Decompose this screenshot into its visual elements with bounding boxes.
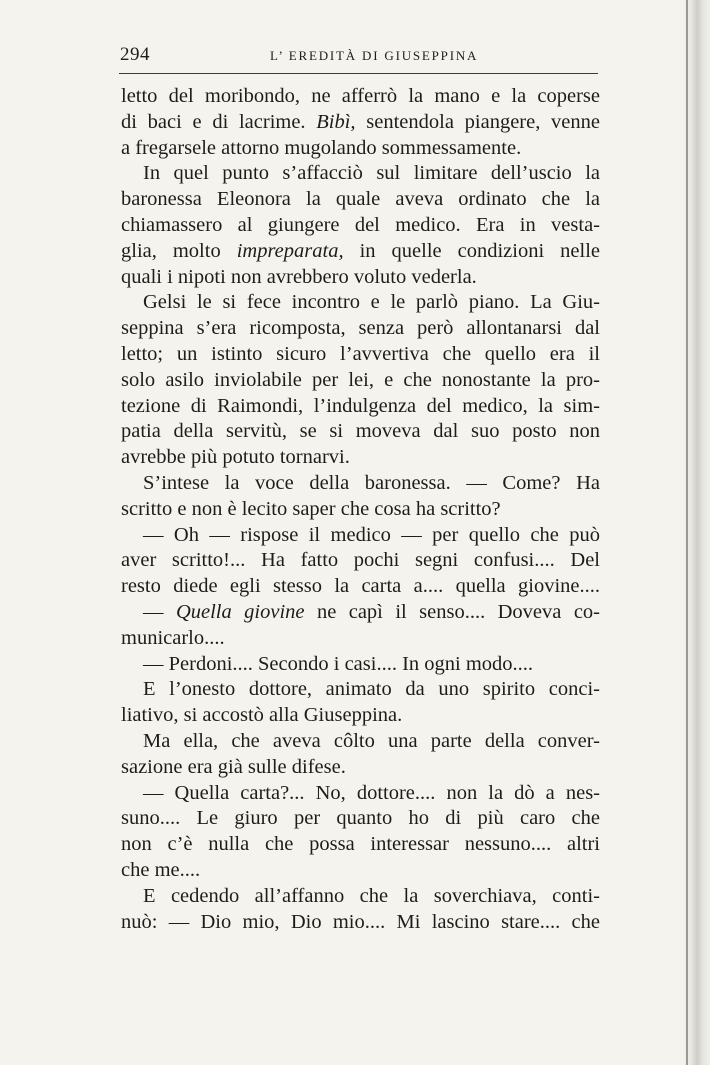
text-line: letto; un istinto sicuro l’avvertiva che quello era il <box>121 342 600 365</box>
text-run: — <box>143 600 176 623</box>
text-run: in quelle condizioni nelle <box>343 239 600 262</box>
text-line: sazione era già sulle difese. <box>121 755 346 778</box>
text-line: Ma ella, che aveva côlto una parte della conver- <box>143 729 600 752</box>
text-line: chiamassero al giungere del medico. Era in vesta- <box>121 213 600 236</box>
header-rule <box>119 73 598 74</box>
text-line: — Oh — rispose il medico — per quello che può <box>143 523 600 546</box>
italic-text: impreparata, <box>236 239 344 262</box>
text-line: baronessa Eleonora la quale aveva ordinato che la <box>121 188 600 211</box>
text-line: — Quella carta?... No, dottore.... non la dò a nes- <box>143 781 600 804</box>
text-line: — Perdoni.... Secondo i casi.... In ogni modo.... <box>143 652 534 675</box>
text-run: ne capì il senso.... Doveva co- <box>304 600 600 623</box>
text-line: resto diede egli stesso la carta a.... quella giovine.... <box>121 575 600 598</box>
text-line: non c’è nulla che possa interessar nessuno.... altri <box>121 833 600 856</box>
text-run: glia, molto <box>121 239 237 262</box>
text-line: solo asilo inviolabile per lei, e che nonostante la pro- <box>121 368 600 391</box>
text-line: liativo, si accostò alla Giuseppina. <box>121 704 403 727</box>
text-run: di baci e di lacrime. <box>121 110 317 133</box>
text-line: quali i nipoti non avrebbero voluto vederla. <box>121 265 477 288</box>
text-run: sentendola piangere, venne <box>355 110 600 133</box>
italic-text: Bibì, <box>316 110 356 133</box>
text-line: avrebbe più potuto tornarvi. <box>121 446 350 469</box>
italic-text: Quella giovine <box>175 600 305 623</box>
text-line: S’intese la voce della baronessa. — Come? Ha <box>143 471 600 494</box>
text-line: a fregarsele attorno mugolando sommessamente. <box>121 136 522 159</box>
running-title: L’ EREDITÀ DI GIUSEPPINA <box>270 48 479 63</box>
text-line: che me.... <box>121 858 201 881</box>
page-edge-line <box>686 0 688 1065</box>
text-line: letto del moribondo, ne afferrò la mano e la coperse <box>121 85 600 107</box>
text-line: municarlo.... <box>121 626 225 649</box>
text-line: nuò: — Dio mio, Dio mio.... Mi lascino stare.... che <box>121 910 600 933</box>
text-line: E cedendo all’affanno che la soverchiava, conti- <box>143 884 600 907</box>
page-header <box>120 44 600 70</box>
text-line <box>121 600 600 626</box>
text-line: patia della servitù, se si moveva dal suo posto non <box>121 420 600 443</box>
text-line: suno.... Le giuro per quanto ho di più caro che <box>121 807 600 830</box>
text-line: Gelsi le si fece incontro e le parlò piano. La Giu- <box>143 291 600 314</box>
text-line <box>121 110 600 136</box>
body-text <box>121 84 600 935</box>
page-number: 294 <box>120 44 150 65</box>
text-line: tezione di Raimondi, l’indulgenza del medico, la sim- <box>121 394 600 417</box>
text-line <box>121 239 600 265</box>
text-line: aver scritto!... Ha fatto pochi segni confusi.... Del <box>121 549 600 572</box>
text-line: In quel punto s’affacciò sul limitare dell’uscio la <box>143 162 600 185</box>
text-line: E l’onesto dottore, animato da uno spirito conci- <box>143 678 600 701</box>
text-line: scritto e non è lecito saper che cosa ha scritto? <box>121 497 501 520</box>
text-line: seppina s’era ricomposta, senza però allontanarsi dal <box>121 317 600 340</box>
